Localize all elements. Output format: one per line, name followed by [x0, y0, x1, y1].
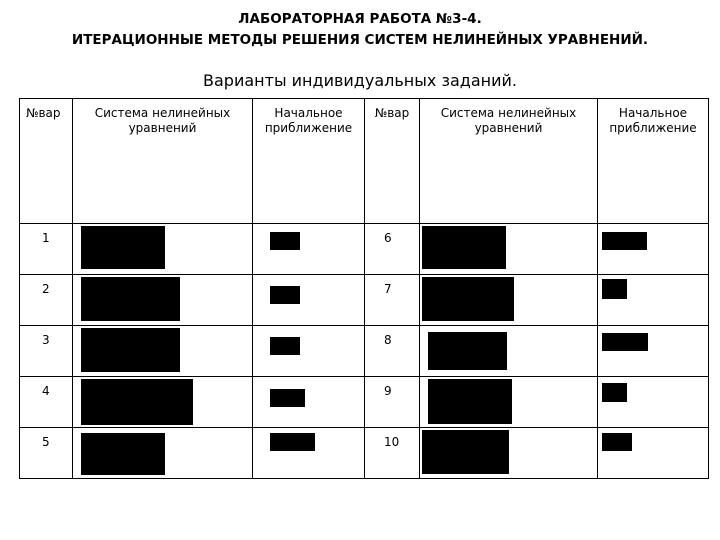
table-row	[20, 428, 709, 479]
redacted-approximation-image	[270, 389, 305, 407]
equation-cell	[420, 428, 598, 479]
header-initial-approximation-2: Начальное приближение	[598, 99, 709, 224]
header-variant-number-2: №вар	[365, 99, 420, 224]
redacted-approximation-image	[602, 279, 627, 299]
approximation-cell	[253, 377, 365, 428]
variant-cell	[365, 275, 420, 326]
equation-cell	[420, 326, 598, 377]
redacted-equation-image	[422, 277, 514, 321]
approximation-cell	[598, 326, 709, 377]
equation-cell	[73, 428, 253, 479]
redacted-equation-image	[81, 328, 180, 372]
variant-number: 2	[42, 282, 50, 296]
redacted-equation-image	[81, 433, 165, 475]
equation-cell	[73, 224, 253, 275]
variant-cell	[365, 224, 420, 275]
redacted-approximation-image	[270, 232, 300, 250]
approximation-cell	[253, 428, 365, 479]
redacted-approximation-image	[602, 232, 647, 250]
approximation-cell	[598, 377, 709, 428]
approximation-cell	[253, 275, 365, 326]
table-row	[20, 377, 709, 428]
approximation-cell	[598, 224, 709, 275]
variant-cell	[20, 326, 73, 377]
variant-number: 5	[42, 435, 50, 449]
variant-number: 3	[42, 333, 50, 347]
header-equation-system-2: Система нелинейных уравнений	[420, 99, 598, 224]
variant-cell	[365, 326, 420, 377]
redacted-equation-image	[422, 430, 509, 474]
equation-cell	[73, 275, 253, 326]
redacted-approximation-image	[270, 286, 300, 304]
variant-cell	[365, 428, 420, 479]
approximation-cell	[253, 326, 365, 377]
variant-number: 8	[384, 333, 392, 347]
variant-cell	[20, 224, 73, 275]
header-variant-number: №вар	[20, 99, 73, 224]
approximation-cell	[598, 428, 709, 479]
redacted-approximation-image	[602, 383, 627, 402]
equation-cell	[73, 326, 253, 377]
lab-title: ЛАБОРАТОРНАЯ РАБОТА №3-4.	[238, 11, 482, 27]
approximation-cell	[598, 275, 709, 326]
header-initial-approximation: Начальное приближение	[253, 99, 365, 224]
variant-number: 4	[42, 384, 50, 398]
table-header-row	[20, 99, 709, 224]
equation-cell	[420, 377, 598, 428]
variant-cell	[20, 428, 73, 479]
equation-cell	[420, 224, 598, 275]
equation-cell	[73, 377, 253, 428]
table-row	[20, 275, 709, 326]
redacted-approximation-image	[270, 337, 300, 355]
variant-number: 1	[42, 231, 50, 245]
redacted-equation-image	[81, 226, 165, 269]
redacted-equation-image	[81, 379, 193, 425]
variant-number: 7	[384, 282, 392, 296]
variant-cell	[20, 275, 73, 326]
redacted-equation-image	[428, 379, 512, 424]
variants-heading: Варианты индивидуальных заданий.	[203, 71, 517, 90]
variant-cell	[20, 377, 73, 428]
lab-subject: ИТЕРАЦИОННЫЕ МЕТОДЫ РЕШЕНИЯ СИСТЕМ НЕЛИНЕЙНЫХ УРАВНЕНИЙ.	[71, 32, 649, 48]
approximation-cell	[253, 224, 365, 275]
variant-cell	[365, 377, 420, 428]
redacted-approximation-image	[602, 333, 648, 351]
equation-cell	[420, 275, 598, 326]
table-row	[20, 224, 709, 275]
redacted-equation-image	[428, 332, 507, 370]
redacted-approximation-image	[602, 433, 632, 451]
redacted-equation-image	[422, 226, 506, 269]
table-row	[20, 326, 709, 377]
variants-table	[19, 98, 709, 479]
variant-number: 10	[384, 435, 400, 449]
header-equation-system: Система нелинейных уравнений	[73, 99, 253, 224]
variant-number: 9	[384, 384, 392, 398]
redacted-equation-image	[81, 277, 180, 321]
redacted-approximation-image	[270, 433, 315, 451]
variant-number: 6	[384, 231, 392, 245]
